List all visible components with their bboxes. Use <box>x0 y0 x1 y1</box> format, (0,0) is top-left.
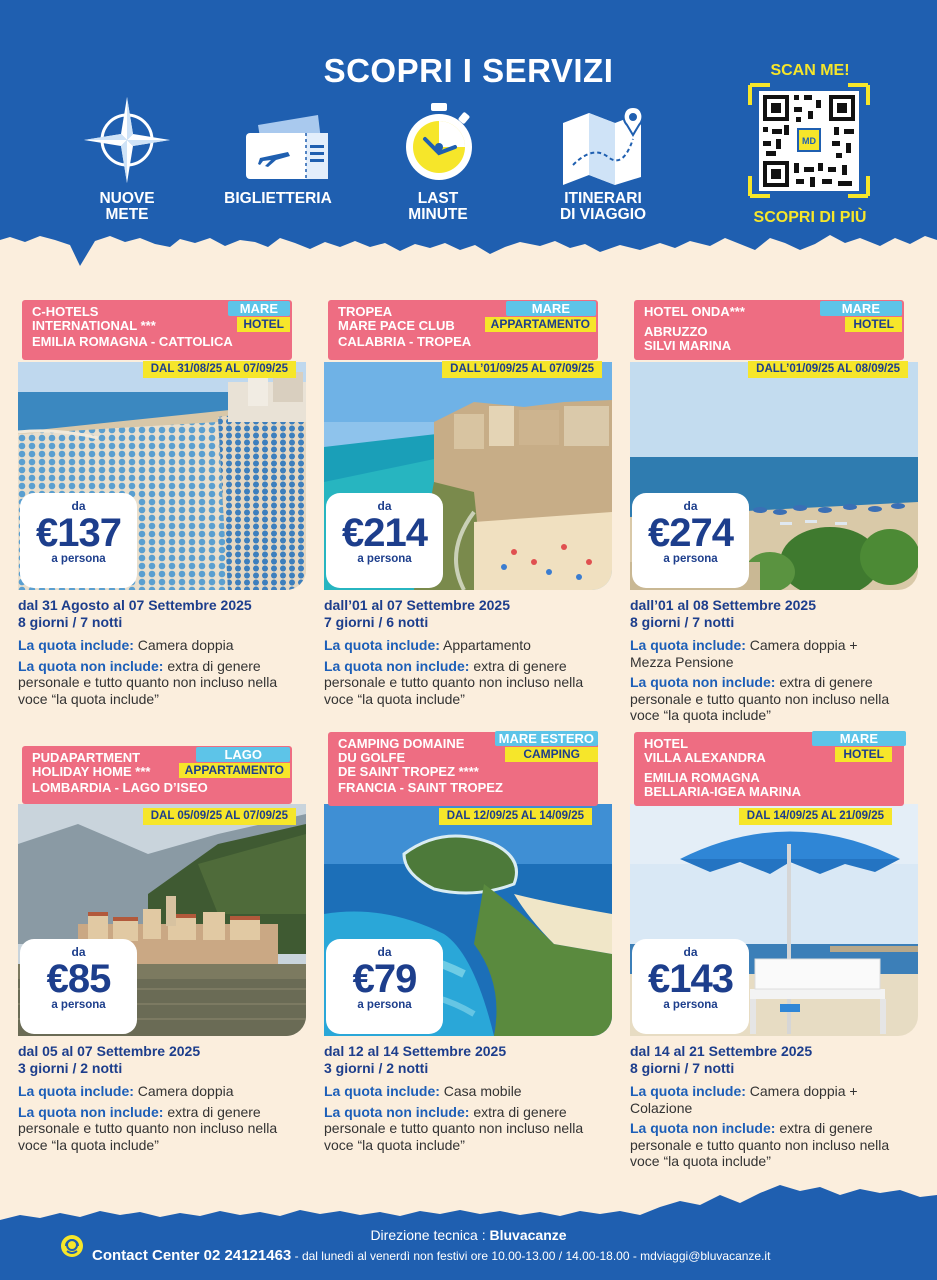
offer-name: HOTEL ONDA*** <box>644 304 745 319</box>
offer-include: La quota include: Camera doppia + Colazione <box>630 1083 858 1116</box>
price-per: a persona <box>51 999 106 1011</box>
offer-exclude: La quota non include: extra di genere personale e tutto quanto non incluso nella voce “la quota include” <box>324 1103 584 1153</box>
footer-direction: Direzione tecnica : Bluvacanze <box>370 1227 567 1243</box>
type-badge: CAMPING <box>505 747 598 762</box>
offer-exclude: La quota non include: extra di genere personale e tutto quanto non incluso nella voce “la quota include” <box>18 1103 278 1153</box>
price-value: €137 <box>36 511 121 555</box>
price-from: da <box>683 499 698 513</box>
offer-exclude: La quota non include: extra di genere personale e tutto quanto non incluso nella voce “la quota include” <box>324 657 584 707</box>
offer-tags <box>485 301 596 332</box>
offer-info <box>18 597 318 707</box>
dates-badge: DAL 14/09/25 AL 21/09/25 <box>739 808 892 825</box>
offer-date: dal 31 Agosto al 07 Settembre 2025 <box>18 597 252 613</box>
offer-date: dal 05 al 07 Settembre 2025 <box>18 1043 201 1059</box>
offer-location: EMILIA ROMAGNA BELLARIA-IGEA MARINA <box>644 770 801 799</box>
headset-icon <box>60 1234 84 1258</box>
price-value: €85 <box>46 957 111 1001</box>
offer-date: dall’01 al 08 Settembre 2025 <box>630 597 816 613</box>
offer-info <box>630 1043 930 1170</box>
service-biglietteria[interactable] <box>198 95 358 207</box>
offer-nights: 8 giorni / 7 notti <box>630 613 735 630</box>
offer-include: La quota include: Appartamento <box>324 637 531 653</box>
page-title: SCOPRI I SERVIZI <box>323 52 614 89</box>
price-box <box>632 939 749 1034</box>
offer-nights: 3 giorni / 2 notti <box>18 1059 123 1076</box>
stopwatch-icon <box>393 95 483 185</box>
offer-card-bellaria[interactable] <box>630 732 918 1172</box>
price-box <box>326 939 443 1034</box>
offer-location: EMILIA ROMAGNA - CATTOLICA <box>32 334 233 349</box>
qr-scan-label: SCAN ME! <box>770 62 850 79</box>
offer-exclude: La quota non include: extra di genere personale e tutto quanto non incluso nella voce “la quota include” <box>18 657 278 707</box>
offer-name: CAMPING DOMAINE DU GOLFE DE SAINT TROPEZ **** <box>338 736 479 779</box>
price-value: €79 <box>352 957 417 1001</box>
offer-name: TROPEA MARE PACE CLUB <box>338 304 455 333</box>
offer-tags <box>812 731 906 762</box>
price-per: a persona <box>51 553 106 565</box>
offer-tags <box>179 747 290 778</box>
offer-tags <box>228 301 290 332</box>
category-badge: MARE <box>812 731 906 746</box>
offer-date: dall’01 al 07 Settembre 2025 <box>324 597 510 613</box>
price-per: a persona <box>663 553 718 565</box>
price-per: a persona <box>357 553 412 565</box>
price-value: €274 <box>648 511 733 555</box>
type-badge: APPARTAMENTO <box>485 317 596 332</box>
offer-nights: 8 giorni / 7 notti <box>630 1059 735 1076</box>
price-box <box>326 493 443 588</box>
dates-badge: DALL’01/09/25 AL 08/09/25 <box>748 361 908 378</box>
offer-location: FRANCIA - SAINT TROPEZ <box>338 780 503 795</box>
price-per: a persona <box>663 999 718 1011</box>
offer-name: PUDAPARTMENT HOLIDAY HOME *** <box>32 750 151 779</box>
price-value: €143 <box>648 957 733 1001</box>
offer-location: ABRUZZO SILVI MARINA <box>644 324 732 353</box>
offer-info <box>324 597 624 707</box>
map-pin-icon <box>553 95 653 185</box>
offer-tags <box>495 731 598 762</box>
offer-exclude: La quota non include: extra di genere personale e tutto quanto non incluso nella voce “la quota include” <box>630 1120 890 1169</box>
offer-include: La quota include: Camera doppia + Mezza Pensione <box>630 637 858 670</box>
service-nuove-mete[interactable] <box>47 95 207 223</box>
price-from: da <box>377 945 392 959</box>
price-box <box>20 493 137 588</box>
offer-nights: 8 giorni / 7 notti <box>18 613 123 630</box>
price-box <box>20 939 137 1034</box>
offer-include: La quota include: Camera doppia <box>18 637 234 653</box>
dates-badge: DAL 05/09/25 AL 07/09/25 <box>143 808 296 825</box>
offer-card-silvi-marina[interactable] <box>630 300 918 730</box>
category-badge: LAGO <box>196 747 290 762</box>
plane-ticket-icon <box>218 95 338 185</box>
offer-name: HOTEL VILLA ALEXANDRA <box>644 736 766 765</box>
offer-info <box>18 1043 318 1153</box>
type-badge: HOTEL <box>835 747 892 762</box>
price-box <box>632 493 749 588</box>
offer-nights: 3 giorni / 2 notti <box>324 1059 429 1076</box>
qr-code[interactable] <box>748 83 870 198</box>
category-badge: MARE <box>228 301 290 316</box>
service-label: LAST MINUTE <box>408 190 468 223</box>
service-itinerari[interactable] <box>523 95 683 223</box>
footer-contact: Contact Center 02 24121463 - dal lunedì al venerdì non festivi ore 10.00-13.00 / 14.00-18.00 - mdviaggi@bluvacanze.it <box>92 1247 771 1264</box>
price-value: €214 <box>342 511 427 555</box>
offer-tags <box>820 301 902 332</box>
offer-card-cattolica[interactable] <box>18 300 306 720</box>
offer-info <box>630 597 930 724</box>
offer-exclude: La quota non include: extra di genere personale e tutto quanto non incluso nella voce “la quota include” <box>630 674 890 723</box>
offer-date: dal 14 al 21 Settembre 2025 <box>630 1043 813 1059</box>
offer-location: CALABRIA - TROPEA <box>338 334 472 349</box>
offer-date: dal 12 al 14 Settembre 2025 <box>324 1043 507 1059</box>
category-badge: MARE <box>506 301 596 316</box>
service-label: ITINERARI DI VIAGGIO <box>559 190 647 223</box>
offer-location: LOMBARDIA - LAGO D’ISEO <box>32 780 208 795</box>
offer-info <box>324 1043 624 1153</box>
qr-logo: MD <box>802 136 816 146</box>
dates-badge: DAL 31/08/25 AL 07/09/25 <box>143 361 296 378</box>
price-from: da <box>683 945 698 959</box>
price-from: da <box>71 945 86 959</box>
price-from: da <box>71 499 86 513</box>
dates-badge: DAL 12/09/25 AL 14/09/25 <box>439 808 592 825</box>
qr-more-link[interactable]: SCOPRI DI PIÙ <box>753 209 867 226</box>
category-badge: MARE <box>820 301 902 316</box>
type-badge: APPARTAMENTO <box>179 763 290 778</box>
type-badge: HOTEL <box>845 317 902 332</box>
price-from: da <box>377 499 392 513</box>
offer-card-saint-tropez[interactable] <box>324 732 612 1166</box>
offer-nights: 7 giorni / 6 notti <box>324 613 429 630</box>
type-badge: HOTEL <box>237 317 290 332</box>
offer-card-tropea[interactable] <box>324 300 612 720</box>
service-label: NUOVE METE <box>99 190 155 223</box>
offer-card-lago-iseo[interactable] <box>18 746 306 1166</box>
service-label: BIGLIETTERIA <box>224 190 332 207</box>
dates-badge: DALL’01/09/25 AL 07/09/25 <box>442 361 602 378</box>
offer-include: La quota include: Casa mobile <box>324 1083 522 1099</box>
offer-name: C-HOTELS INTERNATIONAL *** <box>32 304 156 333</box>
service-last-minute[interactable] <box>358 95 518 223</box>
price-per: a persona <box>357 999 412 1011</box>
contact-center[interactable]: Contact Center 02 24121463 <box>92 1247 292 1264</box>
compass-icon <box>82 95 172 185</box>
offer-include: La quota include: Camera doppia <box>18 1083 234 1099</box>
category-badge: MARE ESTERO <box>495 731 598 746</box>
